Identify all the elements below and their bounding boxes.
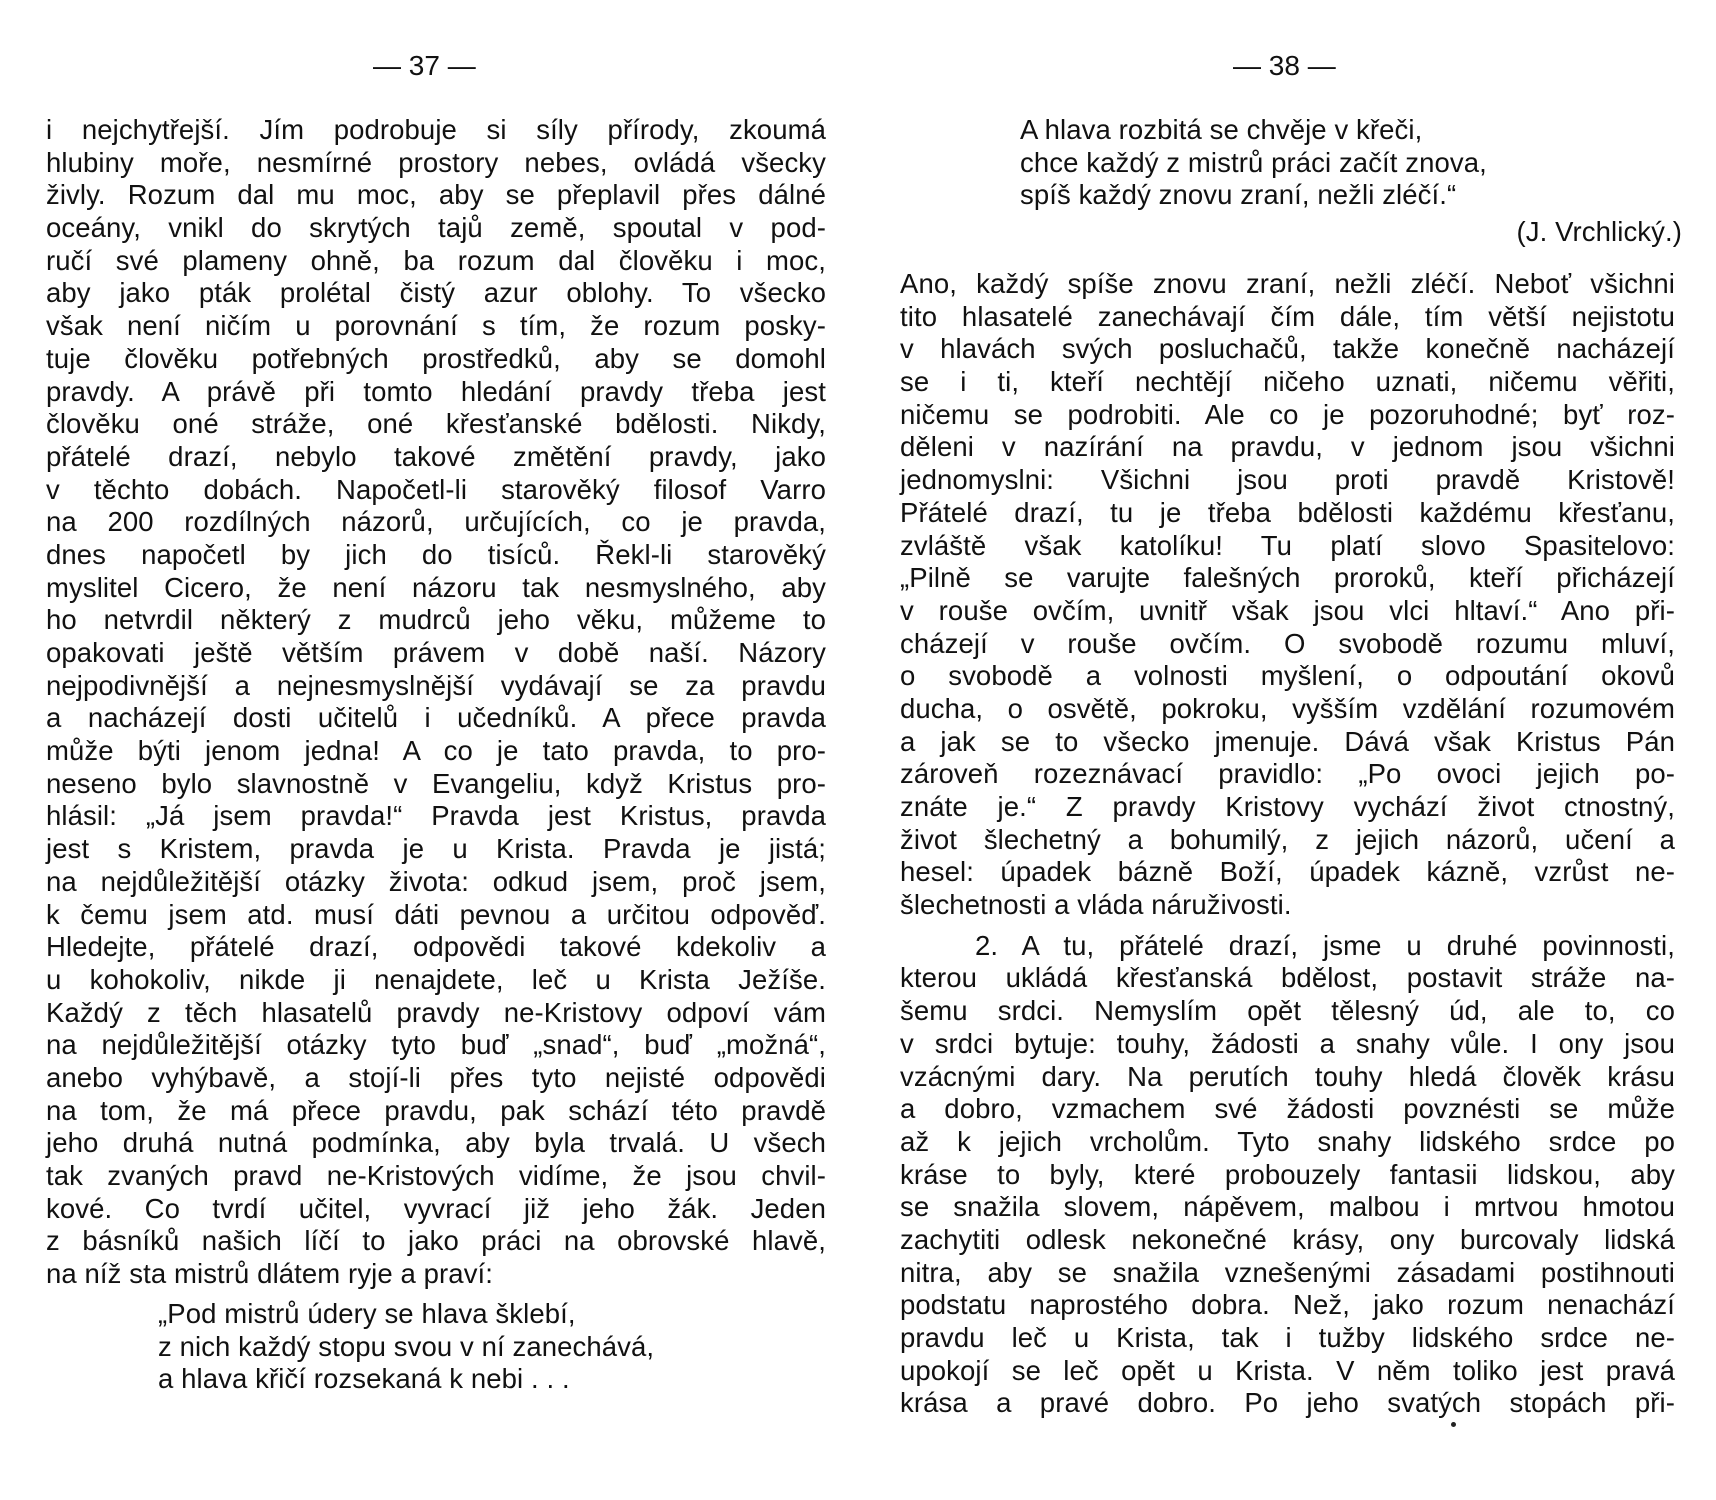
text-line: zvláště však katolíku! Tu platí slovo Spasitelovo: xyxy=(900,529,1675,561)
text-line: děleni v nazírání na pravdu, v jednom jsou všichni xyxy=(900,431,1675,463)
text-line: však není ničím u porovnání s tím, že rozum posky- xyxy=(46,310,826,342)
text-line: oceány, vnikl do skrytých tajů země, spoutal v pod- xyxy=(46,212,826,244)
text-line: ručí své plameny ohně, ba rozum dal člověku i moc, xyxy=(46,244,826,276)
page-number-left: — 37 — xyxy=(373,50,476,81)
text-line: myslitel Cicero, že není názoru tak nesmyslného, aby xyxy=(46,571,826,603)
text-line: tito hlasatelé zanechávají čím dále, tím větší nejistotu xyxy=(900,300,1675,332)
text-line: opakovati ještě větším právem v době naší. Názory xyxy=(46,637,826,668)
left-verse-block xyxy=(158,1298,818,1396)
text-line: neseno bylo slavnostně v Evangeliu, když Kristus pro- xyxy=(46,767,826,799)
ink-dot xyxy=(1451,1422,1456,1427)
text-line: tuje člověku potřebných prostředků, aby se domohl xyxy=(46,342,826,374)
text-line: může býti jenom jedna! A co je tato pravda, to pro- xyxy=(46,735,826,767)
text-line: jednomyslni: Všichni jsou proti pravdě Kristově! xyxy=(900,464,1675,496)
text-line: o svobodě a volnosti myšlení, o odpoutání okovů xyxy=(900,660,1675,692)
text-line: na nejdůležitější otázky tyto buď „snad“, buď „možná“, xyxy=(46,1029,826,1061)
text-line: se i ti, kteří nechtějí ničeho uznati, ničemu věřiti, xyxy=(900,366,1675,398)
text-line: ničemu se podrobiti. Ale co je pozoruhodné; byť roz- xyxy=(900,398,1675,430)
text-line: anebo vyhýbavě, a stojí-li přes tyto nejisté odpovědi xyxy=(46,1061,826,1093)
text-line: dnes napočetl by jich do tisíců. Řekl-li starověký xyxy=(46,538,826,570)
text-line: a jak se to všecko jmenuje. Dává však Kristus Pán xyxy=(900,725,1675,757)
text-line: kterou ukládá křesťanská bdělost, postavit stráže na- xyxy=(900,962,1675,994)
text-line: i nejchytřejší. Jím podrobuje si síly přírody, zkoumá xyxy=(46,114,826,145)
text-line: v rouše ovčím, uvnitř však jsou vlci hltaví.“ Ano při- xyxy=(900,594,1675,626)
paragraph-start-line: 2. A tu, přátelé drazí, jsme u druhé povinnosti, xyxy=(975,929,1675,961)
right-prose-block xyxy=(900,268,1675,1420)
text-line: na tom, že má přece pravdu, pak schází této pravdě xyxy=(46,1094,826,1126)
text-line: z básníků našich líčí to jako práci na obrovské hlavě, xyxy=(46,1225,826,1257)
text-line: na níž sta mistrů dlátem ryje a praví: xyxy=(46,1258,494,1290)
text-line: živly. Rozum dal mu moc, aby se přeplavil přes dálné xyxy=(46,179,826,211)
text-line: přátelé drazí, nebylo takové změtění pravdy, jako xyxy=(46,440,826,472)
verse-line: A hlava rozbitá se chvěje v křeči, xyxy=(1020,114,1423,145)
text-line: pravdu leč u Krista, tak i tužby lidského srdce ne- xyxy=(900,1322,1675,1353)
text-line: hlásil: „Já jsem pravda!“ Pravda jest Kristus, pravda xyxy=(46,800,826,832)
verse-line: a hlava křičí rozsekaná k nebi . . . xyxy=(158,1363,570,1395)
text-line: u kohokoliv, nikde ji nenajdete, leč u Krista Ježíše. xyxy=(46,963,826,995)
verse-line: „Pod mistrů údery se hlava šklebí, xyxy=(158,1298,576,1329)
text-line: Hledejte, přátelé drazí, odpovědi takové kdekoliv a xyxy=(46,931,826,963)
text-line: podstatu naprostého dobra. Než, jako rozum nenachází xyxy=(900,1289,1675,1321)
verse-line: z nich každý stopu svou v ní zanechává, xyxy=(158,1330,655,1362)
right-page xyxy=(900,0,1690,1500)
text-line: Přátelé drazí, tu je třeba bdělosti každému křesťanu, xyxy=(900,496,1675,528)
text-line: Každý z těch hlasatelů pravdy ne-Kristovy odpoví vám xyxy=(46,996,826,1028)
text-line: ducha, o osvětě, pokroku, vyšším vzdělání rozumovém xyxy=(900,692,1675,724)
text-line: v srdci bytuje: touhy, žádosti a snahy vůle. I ony jsou xyxy=(900,1027,1675,1059)
text-line: k čemu jsem atd. musí dáti pevnou a určitou odpověď. xyxy=(46,898,826,930)
text-line: na nejdůležitější otázky života: odkud jsem, proč jsem, xyxy=(46,865,826,897)
text-line: kráse to byly, které probouzely fantasii lidskou, aby xyxy=(900,1158,1675,1190)
text-line: znáte je.“ Z pravdy Kristovy vychází život ctnostný, xyxy=(900,791,1675,822)
text-line: na 200 rozdílných názorů, určujících, co je pravda, xyxy=(46,506,826,538)
text-line: šlechetnosti a vláda náruživosti. xyxy=(900,889,1292,921)
text-line: zároveň rozeznávací pravidlo: „Po ovoci jejich po- xyxy=(900,758,1675,790)
text-line: se snažila slovem, nápěvem, malbou i mrtvou hmotou xyxy=(900,1191,1675,1223)
left-page xyxy=(40,0,830,1500)
text-line: vzácnými dary. Na perutích touhy hledá člověk krásu xyxy=(900,1060,1675,1092)
text-line: kové. Co tvrdí učitel, vyvrací již jeho žák. Jeden xyxy=(46,1192,826,1224)
verse-line: chce každý z mistrů práci začít znova, xyxy=(1020,146,1487,178)
text-line: v těchto dobách. Napočetl-li starověký filosof Varro xyxy=(46,473,826,505)
text-line: a dobro, vzmachem své žádosti povznésti se může xyxy=(900,1093,1675,1125)
text-line: tak zvaných pravd ne-Kristových vidíme, že jsou chvil- xyxy=(46,1160,826,1191)
text-line: upokojí se leč opět u Krista. V něm toliko jest pravá xyxy=(900,1354,1675,1386)
text-line: jeho druhá nutná podmínka, aby byla trvalá. U všech xyxy=(46,1127,826,1159)
text-line: život šlechetný a bohumilý, z jejich názorů, učení a xyxy=(900,823,1675,855)
text-line: nitra, aby se snažila vznešenými zásadami postihnouti xyxy=(900,1256,1675,1288)
text-line: aby jako pták prolétal čistý azur oblohy. To všecko xyxy=(46,277,826,309)
text-line: pravdy. A právě při tomto hledání pravdy třeba jest xyxy=(46,375,826,407)
verse-attribution: (J. Vrchlický.) xyxy=(1516,216,1682,248)
text-line: v hlavách svých posluchačů, takže konečně nacházejí xyxy=(900,333,1675,365)
text-line: nejpodivnější a nejnesmyslnější vydávají se za pravdu xyxy=(46,669,826,701)
text-line: hesel: úpadek bázně Boží, úpadek kázně, vzrůst ne- xyxy=(900,856,1675,888)
left-prose-block xyxy=(46,114,826,1291)
text-line: ho netvrdil některý z mudrců jeho věku, můžeme to xyxy=(46,604,826,636)
text-line: hlubiny moře, nesmírné prostory nebes, ovládá všecky xyxy=(46,146,826,178)
text-line: člověku oné stráže, oné křesťanské bdělosti. Nikdy, xyxy=(46,408,826,440)
text-line: a nacházejí dosti učitelů i učedníků. A přece pravda xyxy=(46,702,826,734)
text-line: zachytiti odlesk nekonečné krásy, ony burcovaly lidská xyxy=(900,1223,1675,1255)
page-number-right: — 38 — xyxy=(1233,50,1336,81)
text-line: šemu srdci. Nemyslím opět tělesný úd, ale to, co xyxy=(900,995,1675,1027)
text-line: Ano, každý spíše znovu zraní, nežli zléčí. Neboť všichni xyxy=(900,268,1675,299)
right-verse-block xyxy=(1020,114,1682,249)
text-line: cházejí v rouše ovčím. O svobodě rozumu mluví, xyxy=(900,627,1675,659)
verse-line: spíš každý znovu zraní, nežli zléčí.“ xyxy=(1020,179,1457,211)
text-line: až k jejich vrcholům. Tyto snahy lidského srdce po xyxy=(900,1125,1675,1157)
text-line: krása a pravé dobro. Po jeho svatých stopách při- xyxy=(900,1387,1675,1419)
text-line: „Pilně se varujte falešných proroků, kteří přicházejí xyxy=(900,562,1675,594)
text-line: jest s Kristem, pravda je u Krista. Pravda je jistá; xyxy=(46,833,826,865)
